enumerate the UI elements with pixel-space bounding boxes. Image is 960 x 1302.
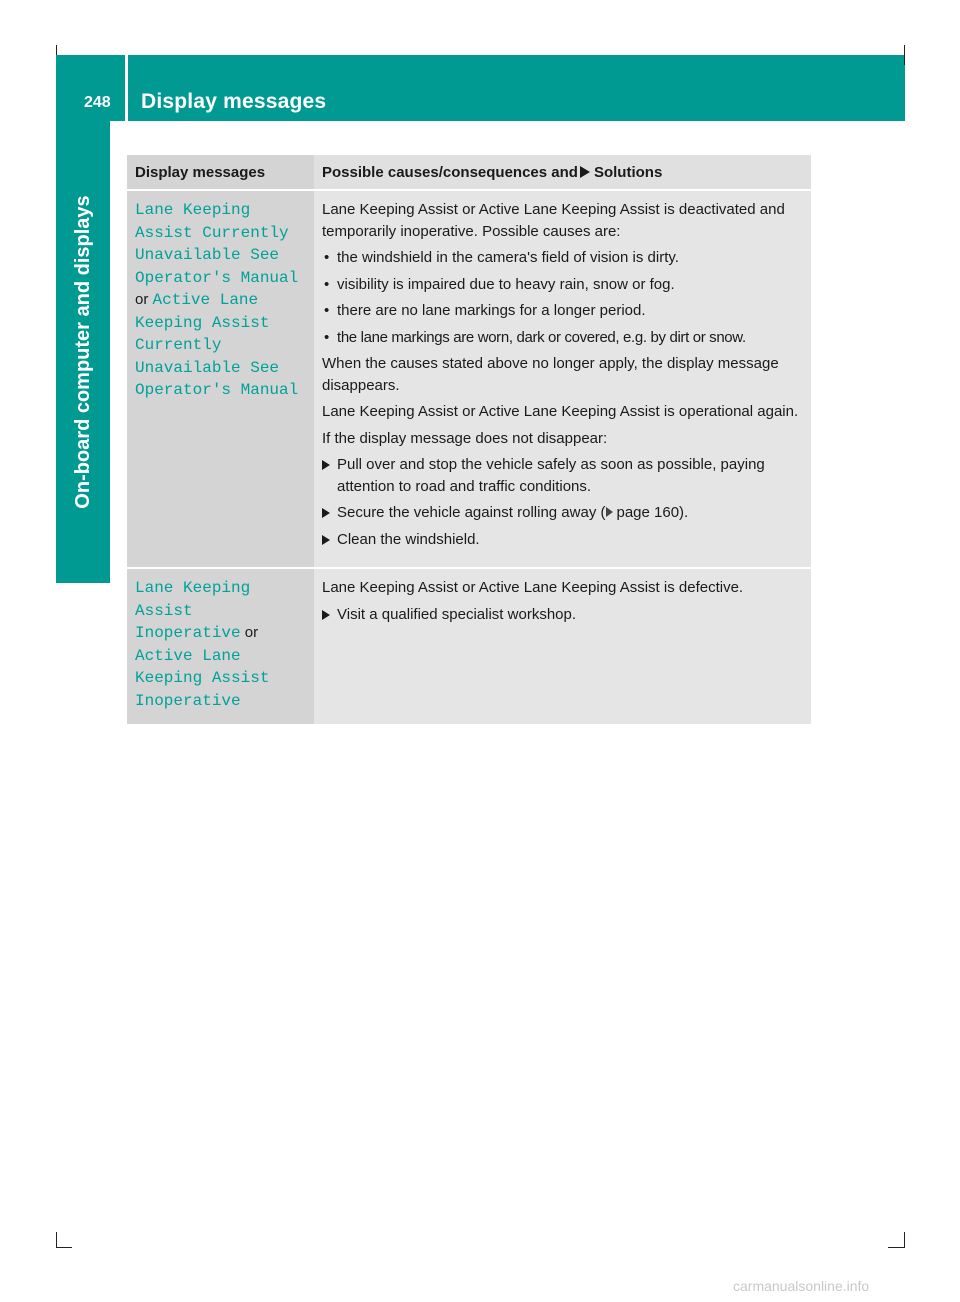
step-text: Secure the vehicle against rolling away ( bbox=[337, 504, 606, 521]
bullet-text: the windshield in the camera's field of vision is dirty. bbox=[337, 249, 679, 266]
crop-mark-bottom-right bbox=[888, 1232, 905, 1248]
step-arrow-icon bbox=[322, 535, 330, 545]
bullet-text: the lane markings are worn, dark or covered, e.g. by dirt or snow. bbox=[337, 328, 746, 346]
crop-mark-top-left bbox=[56, 45, 70, 55]
display-message-text-alt: Active Lane Keeping Assist Currently Unavailable See Operator's Manual bbox=[135, 291, 299, 399]
list-item bbox=[322, 327, 807, 349]
page-ref-link[interactable]: page 160). bbox=[616, 504, 689, 521]
or-text: or bbox=[244, 624, 259, 641]
display-message-text: Lane Keeping Assist Inoperative bbox=[135, 579, 251, 642]
column-header-causes-text: Possible causes/consequences and bbox=[322, 163, 578, 181]
page-ref-icon bbox=[606, 507, 613, 517]
action-arrow-icon bbox=[580, 166, 590, 178]
step-item bbox=[322, 454, 807, 497]
solutions-cell bbox=[314, 568, 811, 725]
step-text: Clean the windshield. bbox=[337, 530, 480, 548]
crop-mark-top-right bbox=[890, 45, 905, 65]
display-message-text-alt: Active Lane Keeping Assist Inoperative bbox=[135, 646, 270, 710]
bullet-dot: • bbox=[324, 249, 330, 266]
column-header-solutions bbox=[314, 155, 811, 190]
display-message-cell bbox=[127, 190, 314, 568]
watermark: carmanualsonline.info bbox=[733, 1278, 870, 1294]
paragraph: Lane Keeping Assist or Active Lane Keeping Assist is operational again. bbox=[322, 403, 799, 420]
bullet-dot: • bbox=[324, 275, 330, 293]
step-arrow-icon bbox=[322, 460, 330, 470]
page-number: 248 bbox=[84, 94, 111, 111]
list-item bbox=[322, 247, 807, 269]
column-header-messages: Display messages bbox=[127, 155, 314, 190]
list-item bbox=[322, 300, 807, 322]
list-item bbox=[322, 274, 807, 296]
solutions-cell bbox=[314, 190, 811, 568]
display-messages-table bbox=[127, 155, 811, 726]
cause-intro: Lane Keeping Assist or Active Lane Keeping Assist is deactivated and temporarily inoperative. Possible causes are: bbox=[322, 201, 785, 240]
paragraph: If the display message does not disappear: bbox=[322, 429, 608, 447]
bullet-text: visibility is impaired due to heavy rain, snow or fog. bbox=[337, 275, 675, 293]
table-row bbox=[127, 190, 811, 568]
table-row bbox=[127, 568, 811, 725]
step-text: Pull over and stop the vehicle safely as soon as possible, paying attention to road and traffic conditions. bbox=[337, 456, 765, 495]
display-message-cell bbox=[127, 568, 314, 725]
crop-mark-bottom-left bbox=[56, 1232, 72, 1248]
step-arrow-icon bbox=[322, 508, 330, 518]
step-item bbox=[322, 502, 807, 524]
step-item bbox=[322, 604, 807, 626]
or-text: or bbox=[135, 291, 149, 308]
column-header-solutions-text: Solutions bbox=[593, 163, 663, 181]
cause-intro: Lane Keeping Assist or Active Lane Keeping Assist is defective. bbox=[322, 579, 744, 596]
paragraph: When the causes stated above no longer apply, the display message disappears. bbox=[322, 355, 779, 394]
header-divider bbox=[125, 55, 128, 121]
bullet-dot: • bbox=[324, 302, 330, 319]
step-item bbox=[322, 529, 807, 551]
display-message-text: Lane Keeping Assist Currently Unavailable See Operator's Manual bbox=[135, 201, 299, 287]
bullet-text: there are no lane markings for a longer period. bbox=[337, 302, 646, 319]
bullet-dot: • bbox=[324, 328, 329, 346]
step-text: Visit a qualified specialist workshop. bbox=[337, 605, 577, 623]
table-header-row bbox=[127, 155, 811, 190]
page-title: Display messages bbox=[141, 90, 327, 113]
side-tab-label: On-board computer and displays bbox=[72, 195, 94, 509]
step-arrow-icon bbox=[322, 610, 330, 620]
